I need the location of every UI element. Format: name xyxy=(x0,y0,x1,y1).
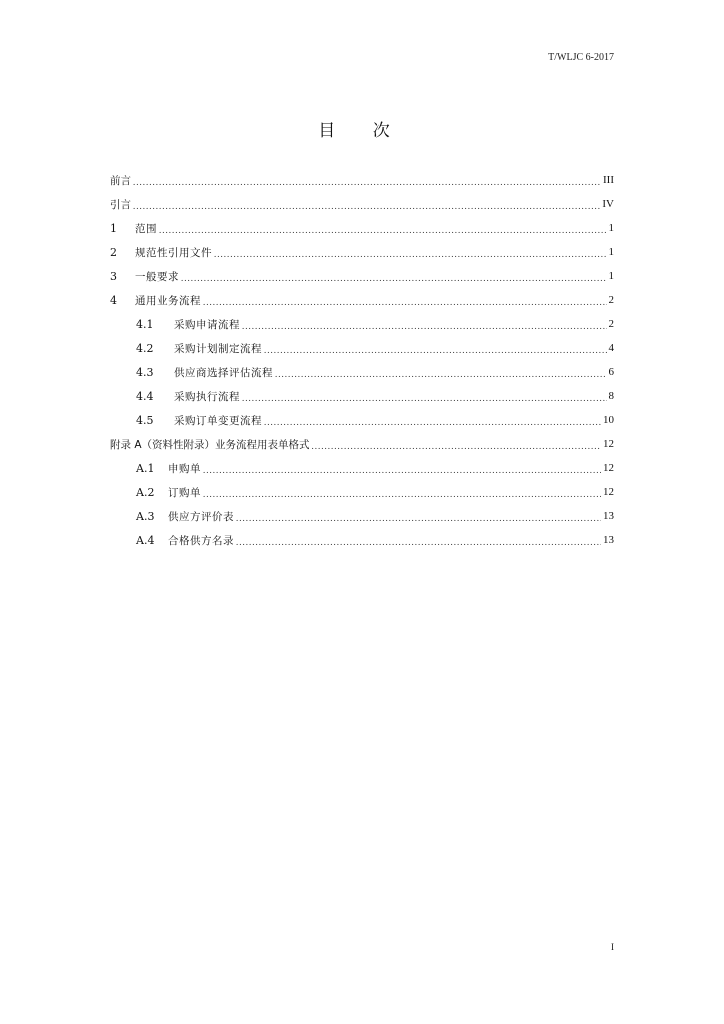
toc-entry-label: 供应商选择评估流程 xyxy=(174,366,273,379)
toc-entry-page: 12 xyxy=(603,486,614,498)
toc-leader-dots xyxy=(133,201,600,211)
toc-entry-page: 6 xyxy=(608,366,614,378)
toc-entry-number: A.3 xyxy=(136,509,155,523)
toc-entry-label: 范围 xyxy=(135,222,157,235)
toc-leader-dots xyxy=(203,489,601,499)
toc-leader-dots xyxy=(236,513,601,523)
toc-entry-page: 1 xyxy=(608,246,614,258)
toc-leader-dots xyxy=(242,321,607,331)
toc-entry-page: 1 xyxy=(608,270,614,282)
toc-leader-dots xyxy=(275,369,607,379)
toc-leader-dots xyxy=(159,225,607,235)
toc-entry-page: 13 xyxy=(603,534,614,546)
toc-entry-label: 附录 A（资料性附录）业务流程用表单格式 xyxy=(110,438,310,451)
toc-entry[interactable] xyxy=(110,264,614,288)
toc-entry[interactable] xyxy=(110,456,614,480)
toc-entry-page: 8 xyxy=(608,390,614,402)
toc-leader-dots xyxy=(242,393,607,403)
toc-entry[interactable] xyxy=(110,480,614,504)
toc-entry-label: 引言 xyxy=(110,198,131,211)
toc-entry[interactable] xyxy=(110,504,614,528)
toc-entry-label: 订购单 xyxy=(168,486,201,499)
toc-title: 目 次 xyxy=(318,121,406,141)
toc-entry[interactable] xyxy=(110,192,614,216)
toc-entry[interactable] xyxy=(110,360,614,384)
toc-entry-page: 1 xyxy=(608,222,614,234)
toc-entry-number: A.1 xyxy=(136,461,155,475)
toc-entry[interactable] xyxy=(110,288,614,312)
toc-entry-page: 2 xyxy=(608,318,614,330)
toc-entry-page: 10 xyxy=(603,414,614,426)
toc-entry-label: 采购计划制定流程 xyxy=(174,342,262,355)
toc-entry-number: 4.5 xyxy=(136,413,154,427)
toc-entry-label: 采购执行流程 xyxy=(174,390,240,403)
toc-leader-dots xyxy=(264,345,607,355)
toc-leader-dots xyxy=(203,297,607,307)
toc-entry-label: 供应方评价表 xyxy=(168,510,234,523)
toc-entry[interactable] xyxy=(110,384,614,408)
toc-entry-number: 4.4 xyxy=(136,389,154,403)
toc-entry-label: 采购申请流程 xyxy=(174,318,240,331)
toc-entry-page: 13 xyxy=(603,510,614,522)
toc-entry-number: 4.3 xyxy=(136,365,154,379)
toc-entry-number: 4 xyxy=(110,293,117,307)
toc-entry[interactable] xyxy=(110,408,614,432)
toc-entry-label: 前言 xyxy=(110,174,131,187)
table-of-contents xyxy=(110,168,614,552)
toc-entry-number: 2 xyxy=(110,245,117,259)
page-number-footer: I xyxy=(611,942,614,952)
toc-entry-page: 4 xyxy=(608,342,614,354)
toc-leader-dots xyxy=(214,249,607,259)
toc-entry-number: A.2 xyxy=(136,485,155,499)
toc-entry[interactable] xyxy=(110,240,614,264)
toc-entry[interactable] xyxy=(110,528,614,552)
toc-entry-label: 申购单 xyxy=(168,462,201,475)
toc-entry-page: 12 xyxy=(603,462,614,474)
toc-leader-dots xyxy=(264,417,601,427)
toc-entry-number: A.4 xyxy=(136,533,155,547)
toc-entry-label: 规范性引用文件 xyxy=(135,246,212,259)
toc-entry-number: 4.1 xyxy=(136,317,154,331)
toc-entry-page: 2 xyxy=(608,294,614,306)
toc-entry-label: 采购订单变更流程 xyxy=(174,414,262,427)
toc-entry[interactable] xyxy=(110,168,614,192)
toc-entry-number: 1 xyxy=(110,221,117,235)
toc-leader-dots xyxy=(203,465,601,475)
toc-entry-label: 通用业务流程 xyxy=(135,294,201,307)
toc-entry-label: 合格供方名录 xyxy=(168,534,234,547)
toc-entry-page: 12 xyxy=(603,438,614,450)
toc-leader-dots xyxy=(236,537,601,547)
toc-leader-dots xyxy=(312,441,601,451)
toc-leader-dots xyxy=(133,177,601,187)
toc-entry-page: IV xyxy=(602,198,614,210)
toc-entry[interactable] xyxy=(110,336,614,360)
toc-leader-dots xyxy=(181,273,607,283)
toc-entry-page: III xyxy=(603,174,614,186)
toc-entry[interactable] xyxy=(110,432,614,456)
document-id-header: T/WLJC 6-2017 xyxy=(548,52,614,63)
toc-entry-label: 一般要求 xyxy=(135,270,179,283)
toc-entry-number: 4.2 xyxy=(136,341,154,355)
toc-entry[interactable] xyxy=(110,216,614,240)
toc-entry-number: 3 xyxy=(110,269,117,283)
toc-entry[interactable] xyxy=(110,312,614,336)
